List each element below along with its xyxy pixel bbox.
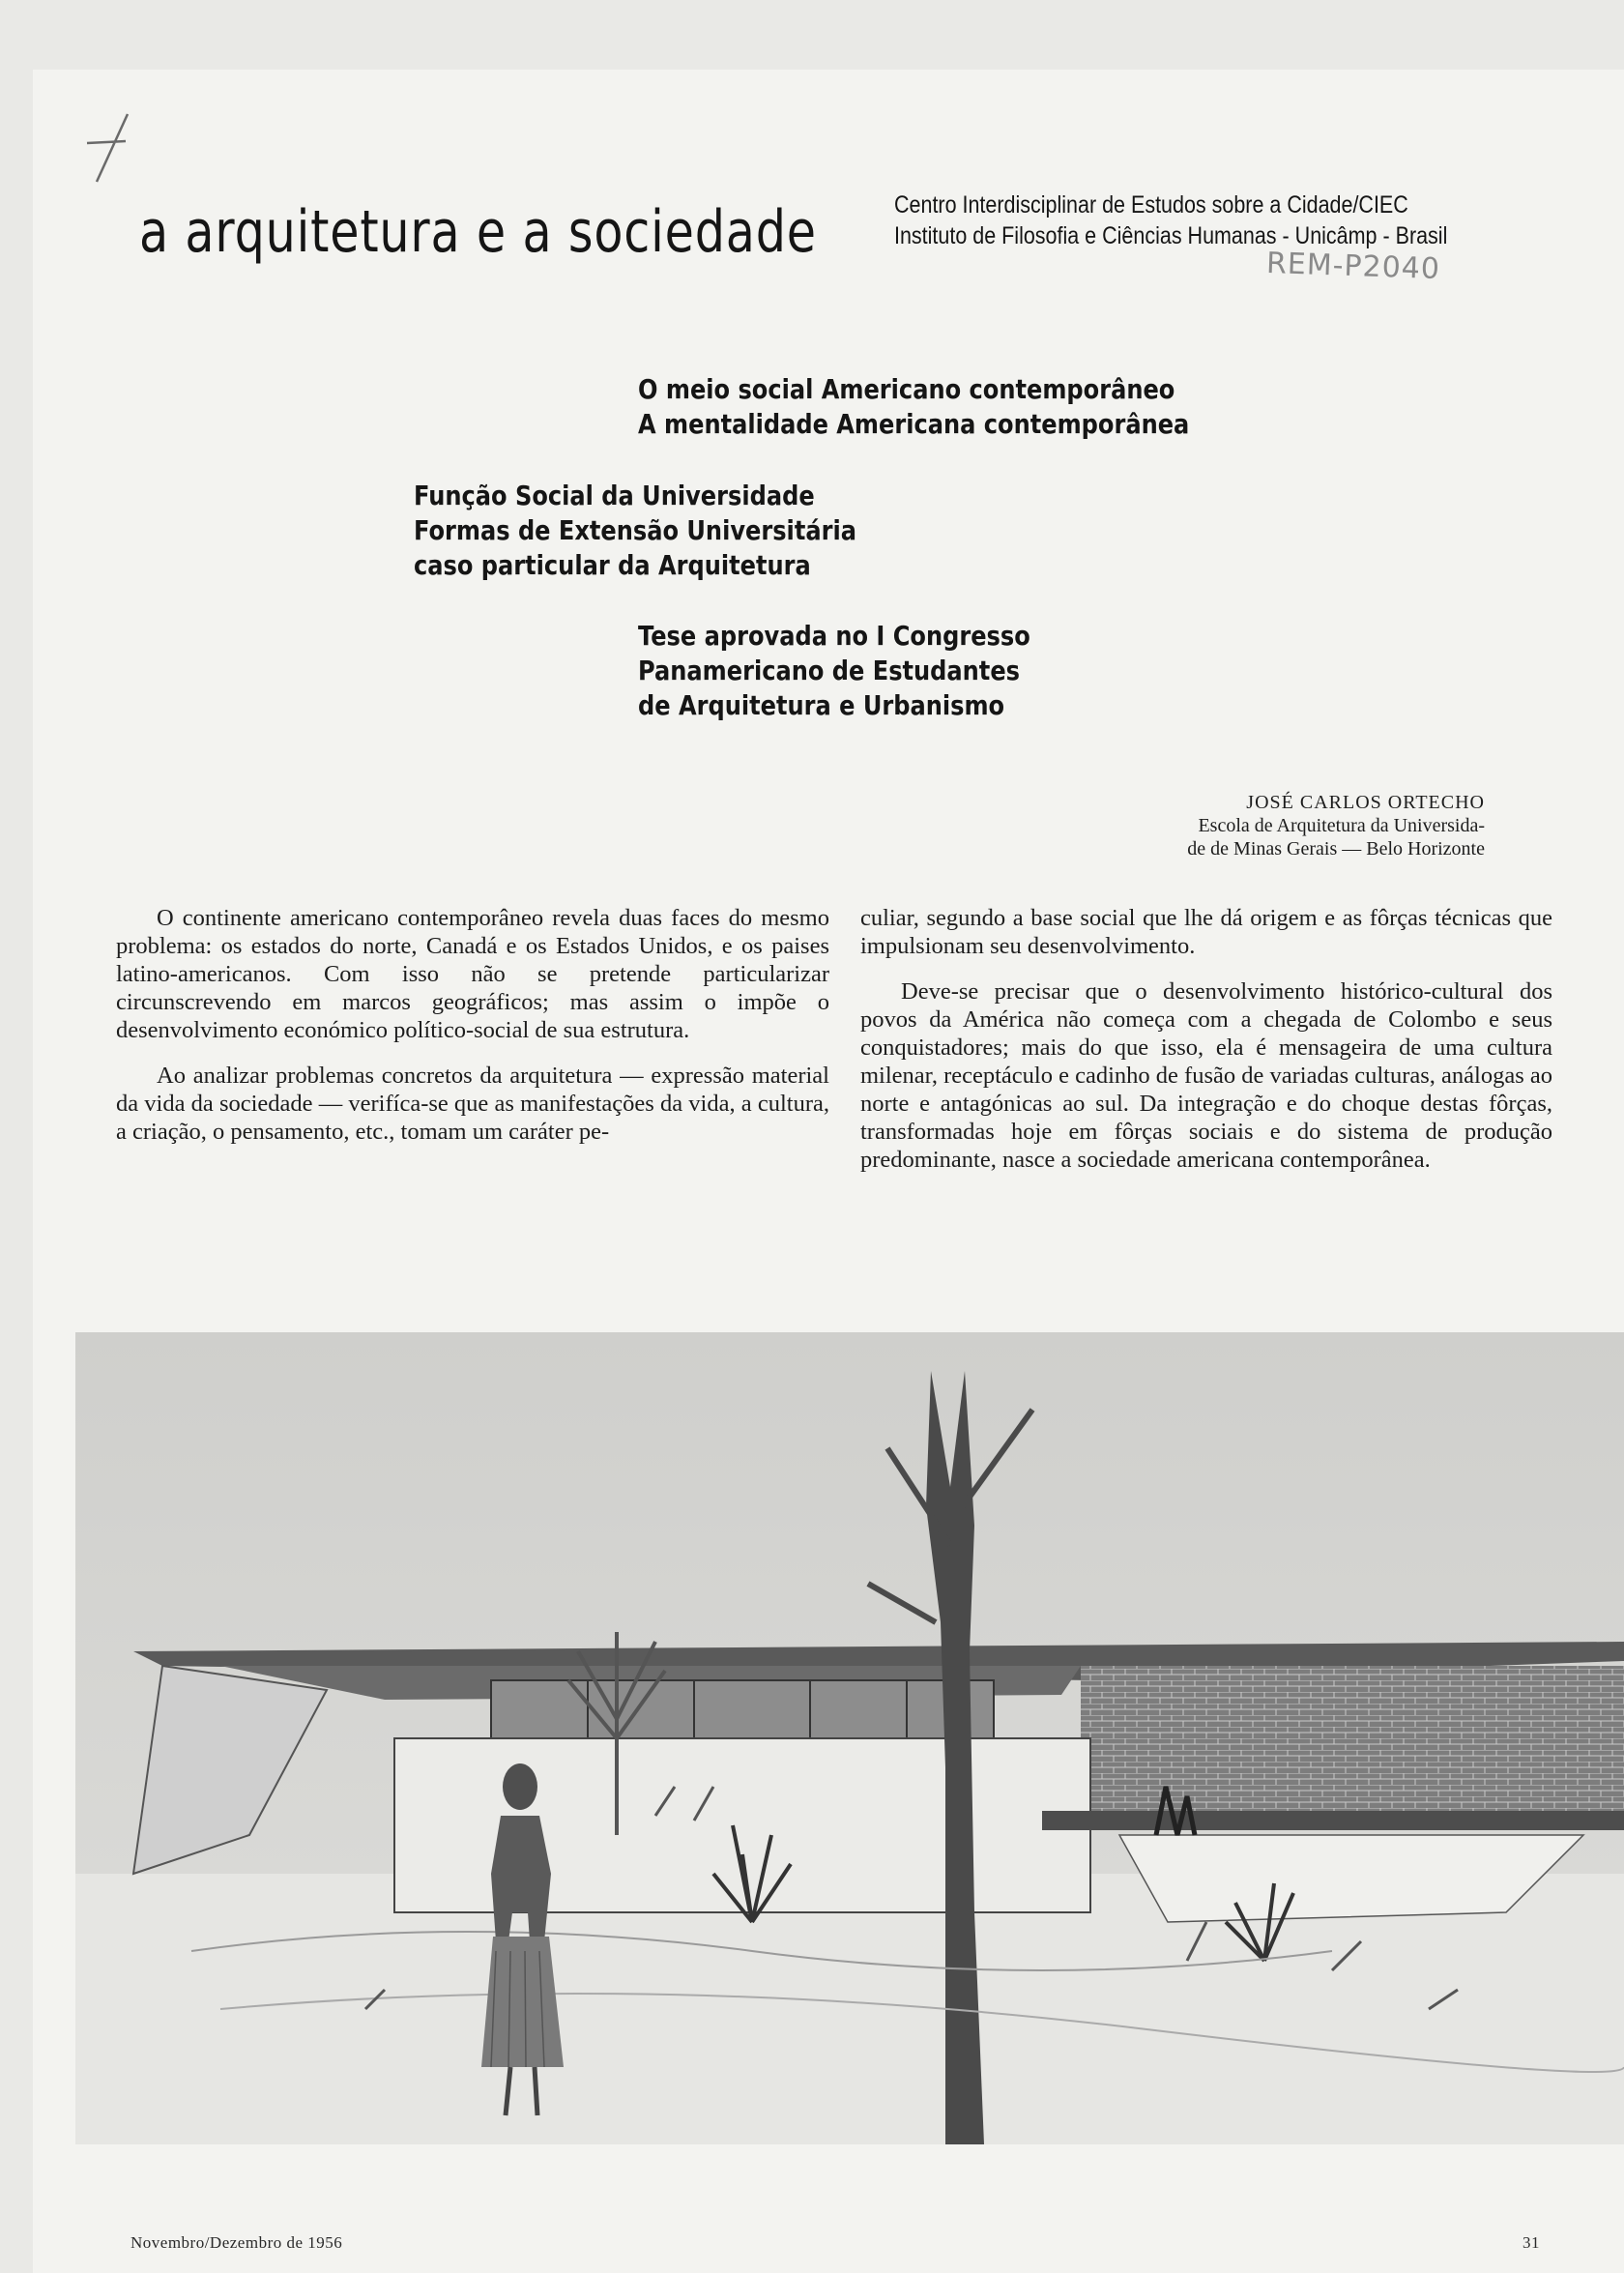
- pencil-mark-icon: [68, 104, 184, 191]
- footer-date: Novembro/Dezembro de 1956: [130, 2233, 343, 2252]
- subtitle-line: Função Social da Universidade: [414, 480, 815, 511]
- institution-stamp: [894, 189, 1447, 251]
- subtitle-line: O meio social Americano contemporâneo: [638, 373, 1175, 405]
- handwritten-note: REM-P2040: [1265, 246, 1441, 287]
- institution-line: Instituto de Filosofia e Ciências Humanas - Unicâmp - Brasil: [894, 222, 1448, 249]
- institution-line: Centro Interdisciplinar de Estudos sobre a Cidade/CIEC: [894, 191, 1408, 219]
- subtitle-block-society: [638, 372, 1189, 442]
- paragraph: culiar, segundo a base social que lhe dá origem e as fôrças técnicas que impulsionam seu desenvolvimento.: [860, 905, 1552, 959]
- page-number: 31: [1522, 2233, 1540, 2252]
- body-column-right: [860, 904, 1552, 1191]
- subtitle-line: Formas de Extensão Universitária: [414, 514, 856, 546]
- paragraph: Deve-se precisar que o desenvolvimento histórico-cultural dos povos da América não começa com a chegada de Colombo e seus conquistadores; mais do que isso, ela é mensageira de uma cultura milenar, receptáculo e cadinho de fusão de variadas culturas, análogas ao norte e antagónicas ao sul. Da integração e do choque destas fôrças, transformadas hoje em fôrças sociais e do sistema de produção predominante, nasce a sociedade americana contemporânea.: [860, 978, 1553, 1173]
- subtitle-block-congress: [638, 619, 1030, 723]
- subtitle-line: Tese aprovada no I Congresso: [638, 620, 1030, 652]
- subtitle-line: Panamericano de Estudantes: [638, 655, 1020, 686]
- author-affiliation: Escola de Arquitetura da Universida-: [1198, 815, 1485, 836]
- subtitle-block-university: [414, 479, 856, 583]
- subtitle-line: A mentalidade Americana contemporânea: [638, 408, 1190, 440]
- architecture-illustration: [75, 1332, 1624, 2144]
- author-name: JOSÉ CARLOS ORTECHO: [1246, 792, 1485, 813]
- author-byline: [1005, 791, 1485, 860]
- author-affiliation: de de Minas Gerais — Belo Horizonte: [1187, 838, 1485, 860]
- subtitle-line: de Arquitetura e Urbanismo: [638, 689, 1005, 721]
- subtitle-line: caso particular da Arquitetura: [414, 549, 811, 581]
- article-title: a arquitetura e a sociedade: [139, 198, 817, 266]
- body-column-left: [116, 904, 829, 1163]
- house-drawing-image: [75, 1332, 1624, 2144]
- paragraph: O continente americano contemporâneo revela duas faces do mesmo problema: os estados do norte, Canadá e os Estados Unidos, e os paises latino-americanos. Com isso não se pretende particularizar circunscrevendo em marcos geográficos; mas assim o impõe o desenvolvimento económico político-social de sua estrutura.: [116, 905, 829, 1043]
- paragraph: Ao analizar problemas concretos da arquitetura — expressão material da vida da sociedade — verifíca-se que as manifestações da vida, a cultura, a criação, o pensamento, etc., tomam um caráter pe-: [116, 1063, 829, 1145]
